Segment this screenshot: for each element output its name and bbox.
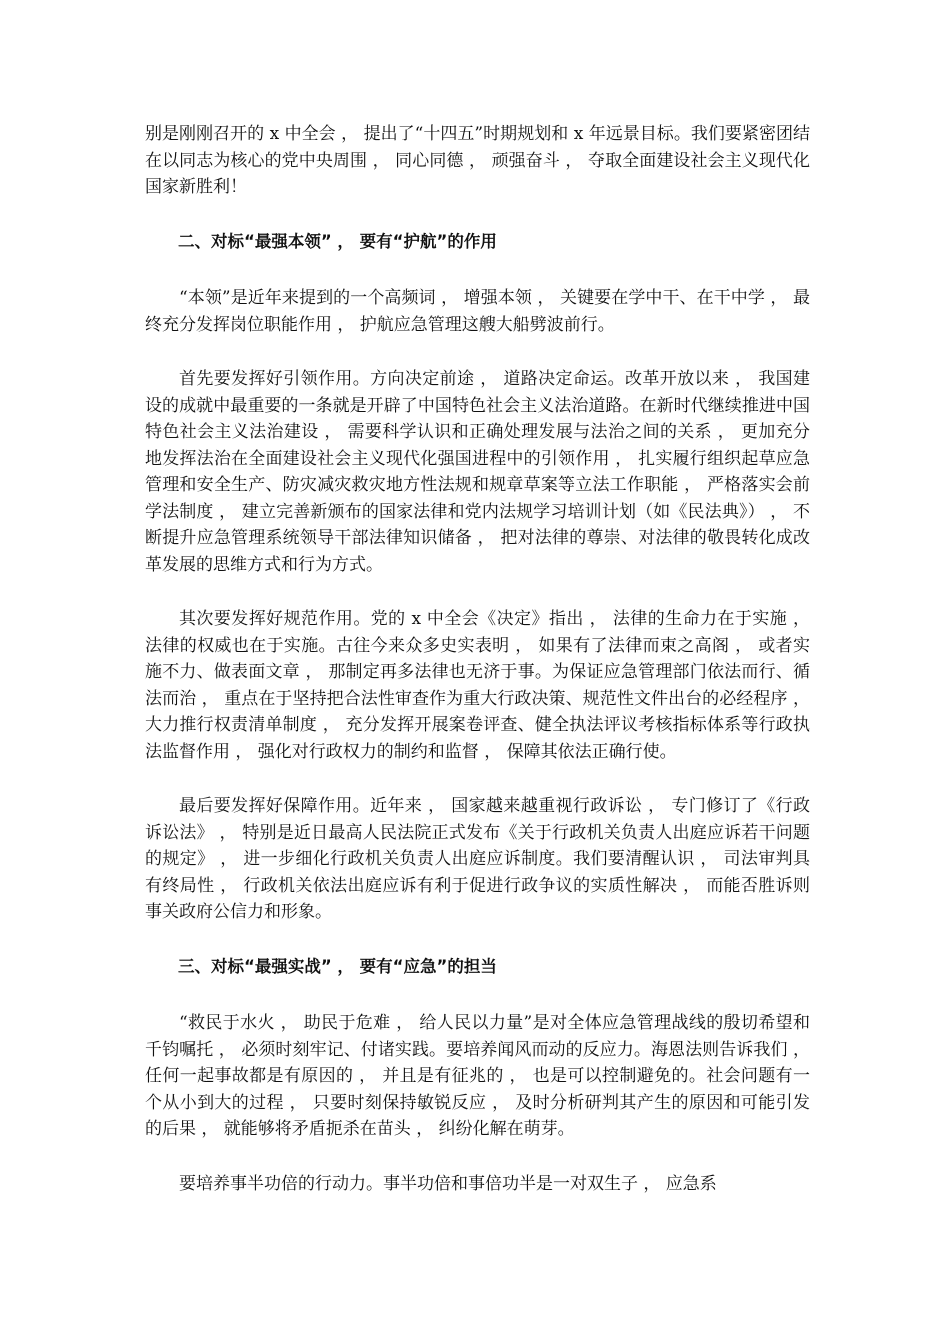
paragraph-continued: 别是刚刚召开的 x 中全会 ， 提出了“十四五”时期规划和 x 年远景目标。我们要紧密团结在以同志为核心的党中央周围 ， 同心同德 ， 顽强奋斗 ， 夺取全面建设社会主义现代化国家新胜利！ <box>145 124 810 197</box>
paragraph: 首先要发挥好引领作用。方向决定前途 ， 道路决定命运。改革开放以来 ， 我国建设的成就中最重要的一条就是开辟了中国特色社会主义法治道路。在新时代继续推进中国特色社会主义法治建设 ， 需要科学认识和正确处理发展与法治之间的关系 ， 更加充分地发挥法治在全面建设社会主义现代化强国进程中的引领作用 ， 扎实履行组织起草应急管理和安全生产、防灾减灾救灾地方性法规和规章草案等立法工作职能 ， 严格落实会前学法制度 ， 建立完善新颁布的国家法律和党内法规学习培训计划（如《民法典》） ， 不断提升应急管理系统领导干部法律知识储备 ， 把对法律的尊崇、对法律的敬畏转化成改革发展的思维方式和行为方式。 <box>145 369 810 575</box>
paragraph-truncated: 要培养事半功倍的行动力。事半功倍和事倍功半是一对双生子 ， 应急系 <box>179 1173 717 1194</box>
section-heading-3: 三、对标“最强实战” ， 要有“应急”的担当 <box>178 956 497 976</box>
section-heading-2: 二、对标“最强本领” ， 要有“护航”的作用 <box>178 231 497 251</box>
paragraph: 最后要发挥好保障作用。近年来 ， 国家越来越重视行政诉讼 ， 专门修订了《行政诉讼法》 ， 特别是近日最高人民法院正式发布《关于行政机关负责人出庭应诉若干问题的规定》 ， 进一步细化行政机关负责人出庭应诉制度。我们要清醒认识 ， 司法审判具有终局性 ， 行政机关依法出庭应诉有利于促进行政争议的实质性解决 ， 而能否胜诉则事关政府公信力和形象。 <box>145 796 810 922</box>
paragraph: “本领”是近年来提到的一个高频词 ， 增强本领 ， 关键要在学中干、在干中学 ， 最终充分发挥岗位职能作用 ， 护航应急管理这艘大船劈波前行。 <box>145 288 810 335</box>
paragraph: “救民于水火 ， 助民于危难 ， 给人民以力量”是对全体应急管理战线的殷切希望和千钧嘱托 ， 必须时刻牢记、付诸实践。要培养闻风而动的反应力。海恩法则告诉我们 ， 任何一起事故都是有原因的 ， 并且是有征兆的 ， 也是可以控制避免的。社会问题有一个从小到大的过程 ， 只要时刻保持敏锐反应 ， 及时分析研判其产生的原因和可能引发的后果 ， 就能够将矛盾扼杀在苗头 ， 纠纷化解在萌芽。 <box>145 1013 810 1139</box>
paragraph: 其次要发挥好规范作用。党的 x 中全会《决定》指出 ， 法律的生命力在于实施 ， 法律的权威也在于实施。古往今来众多史实表明 ， 如果有了法律而束之高阁 ， 或者实施不力、做表面文章 ， 那制定再多法律也无济于事。为保证应急管理部门依法而行、循法而治 ， 重点在于坚持把合法性审查作为重大行政决策、规范性文件出台的必经程序 ， 大力推行权责清单制度 ， 充分发挥开展案卷评查、健全执法评议考核指标体系等行政执法监督作用 ， 强化对行政权力的制约和监督 ， 保障其依法正确行使。 <box>145 609 810 762</box>
document-body <box>145 121 810 1225</box>
